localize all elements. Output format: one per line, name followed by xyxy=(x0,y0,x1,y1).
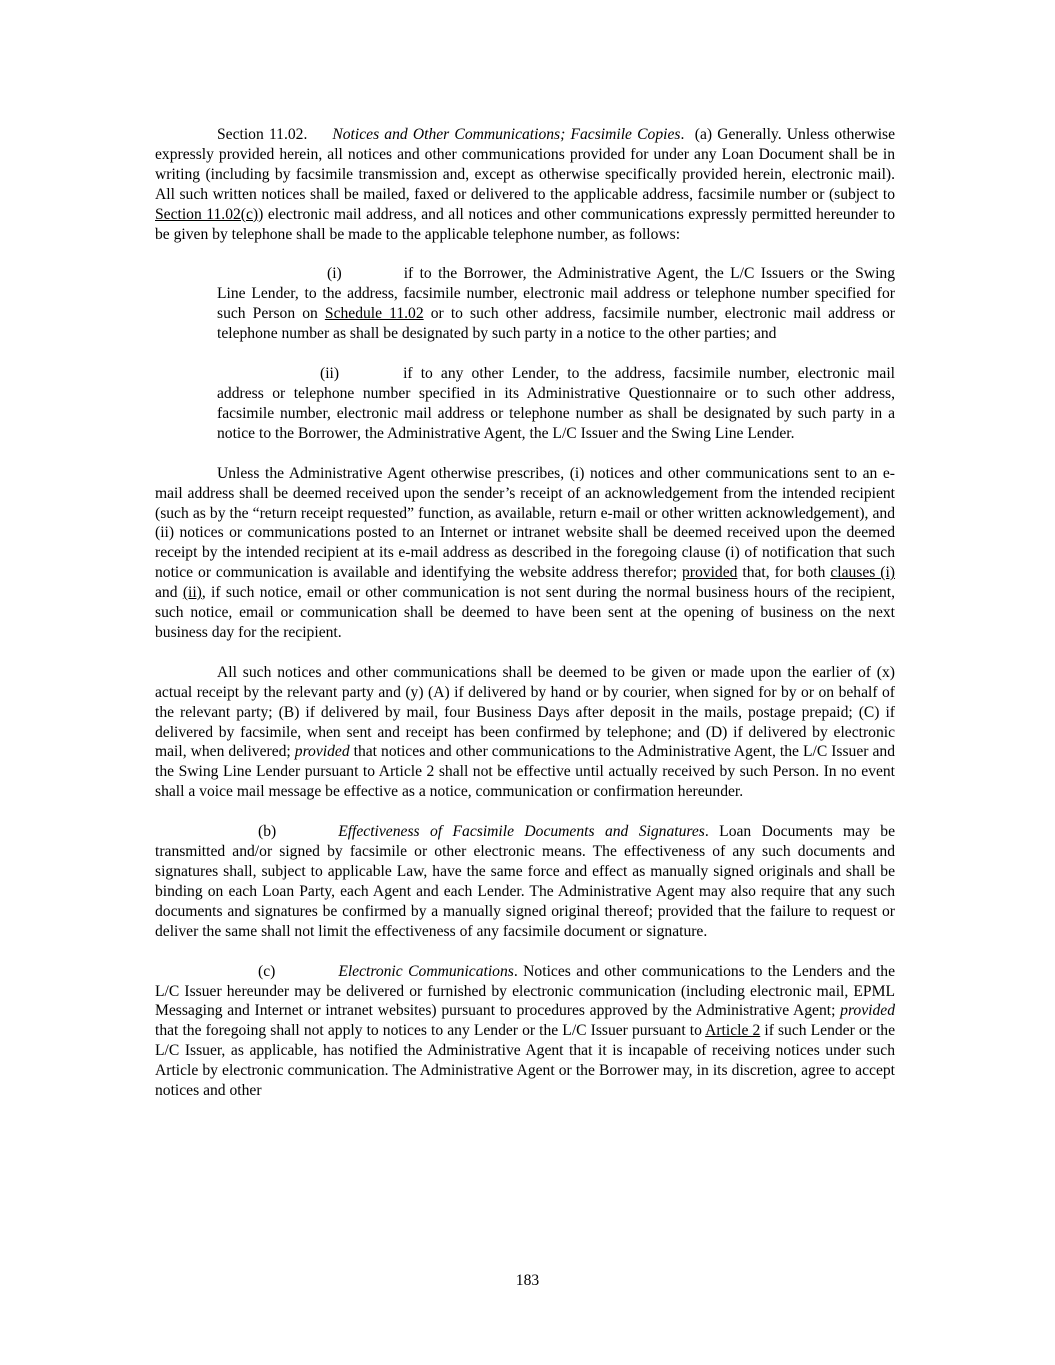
section-11-02-paragraph: Section 11.02. Notices and Other Communications; Facsimile Copies. (a) Generally. Unless otherwise expressly provided herein, all notices and other communications provided for under any Loan Document shall be in writing (including by facsimile transmission and, except as otherwise specifically provided herein, electronic mail). All such written notices shall be mailed, faxed or delivered to the applicable address, facsimile number or (subject to Section 11.02(c)) electronic mail address, and all notices and other communications expressly permitted hereunder to be given by telephone shall be made to the applicable telephone number, as follows: xyxy=(155,126,896,243)
receipt-rules-paragraph: Unless the Administrative Agent otherwise prescribes, (i) notices and other communications sent to an e-mail address shall be deemed received upon the sender’s receipt of an acknowledgement from the intended recipient (such as by the “return receipt requested” function, as available, return e-mail or other written acknowledgement), and (ii) notices or communications posted to an Internet or intranet website shall be deemed received upon the deemed receipt by the intended recipient at its e-mail address as described in the foregoing clause (i) of notification that such notice or communication is available and identifying the website address therefor; provided that, for both clauses (i) and (ii), if such notice, email or other communication is not sent during the normal business hours of the recipient, such notice, email or communication shall be deemed to have been sent at the opening of business on the next business day for the recipient. xyxy=(155,464,896,641)
subsection-b-paragraph: (b) Effectiveness of Facsimile Documents and Signatures. Loan Documents may be transmitted and/or signed by facsimile or other electronic means. The effectiveness of any such documents and signatures shall, subject to applicable Law, have the same force and effect as manually signed originals and shall be binding on each Loan Party, each Agent and each Lender. The Administrative Agent may also require that any such documents and signatures be confirmed by a manually signed original thereof; provided that the failure to request or deliver the same shall not limit the effectiveness of any facsimile document or signature. xyxy=(155,823,895,940)
clauses-i-reference[interactable]: clauses (i) xyxy=(830,564,895,582)
subsection-b-label: (b) xyxy=(258,823,277,841)
provided-term: provided xyxy=(840,1002,895,1020)
article-2-reference[interactable]: Article 2 xyxy=(705,1022,761,1040)
subsection-b-title: Effectiveness of Facsimile Documents and Signatures xyxy=(338,823,705,841)
provided-term: provided xyxy=(682,564,738,582)
page-number: 183 xyxy=(515,1272,540,1289)
subsection-c-title: Electronic Communications xyxy=(338,962,514,980)
schedule-11-02-reference[interactable]: Schedule 11.02 xyxy=(324,305,424,323)
subsection-c-paragraph: (c) Electronic Communications. Notices and other communications to the Lenders and the L/C Issuer hereunder may be delivered or furnished by electronic communication (including electronic mail, EPML Messaging and Internet or intranet websites) pursuant to procedures approved by the Administrative Agent; provided that the foregoing shall not apply to notices to any Lender or the L/C Issuer pursuant to Article 2 if such Lender or the L/C Issuer, as applicable, has notified the Administrative Agent that it is incapable of receiving notices under such Article by electronic communication. The Administrative Agent or the Borrower may, in its discretion, agree to accept notices and other xyxy=(155,962,895,1100)
clause-ii-label: (ii) xyxy=(320,365,340,383)
section-label: Section 11.02. xyxy=(217,126,308,143)
section-title: Notices and Other Communications; Facsimile Copies xyxy=(332,126,681,143)
section-a-tail: ) electronic mail address, and all notices and other communications expressly permitted hereunder to be given by telephone shall be made to the applicable telephone number, as follows: xyxy=(155,205,895,243)
provided-term: provided xyxy=(294,743,350,761)
subsection-c-label: (c) xyxy=(258,962,276,980)
document-page xyxy=(155,125,895,1101)
clauses-ii-reference[interactable]: (ii) xyxy=(182,584,202,602)
clause-i-label: (i) xyxy=(327,265,342,283)
delivery-timing-paragraph: All such notices and other communications shall be deemed to be given or made upon the earlier of (x) actual receipt by the relevant party and (y) (A) if delivered by hand or by courier, when signed for by or on behalf of the relevant party; (B) if delivered by mail, four Business Days after deposit in the mails, postage prepaid; (C) if delivered by facsimile, when sent and receipt has been confirmed by telephone; and (D) if delivered by electronic mail, when delivered; provided that notices and other communications to the Administrative Agent, the L/C Issuer and the Swing Line Lender pursuant to Article 2 shall not be effective until actually received by such Person. In no event shall a voice mail message be effective as a notice, communication or confirmation hereunder. xyxy=(155,663,895,801)
section-11-02-c-reference[interactable]: Section 11.02(c) xyxy=(155,205,259,223)
clause-i-paragraph: (i) if to the Borrower, the Administrative Agent, the L/C Issuers or the Swing Line Lender, to the address, facsimile number, electronic mail address or telephone number specified for such Person on Schedule 11.02 or to such other address, facsimile number, electronic mail address or telephone number as shall be designated by such party in a notice to the other parties; and xyxy=(217,265,895,343)
section-a-lead: (a) Generally. Unless otherwise expressly provided herein, all notices and other communications provided for under any Loan Document shall be in writing (including by facsimile transmission and, except as otherwise specifically provided herein, electronic mail). All such written notices shall be mailed, faxed or delivered to the applicable address, facsimile number or (subject to xyxy=(155,126,896,203)
clause-ii-paragraph: (ii) if to any other Lender, to the address, facsimile number, electronic mail address or telephone number specified in its Administrative Questionnaire or to such other address, facsimile number, electronic mail address or telephone number as shall be designated by such party in a notice to the Borrower, the Administrative Agent, the L/C Issuer and the Swing Line Lender. xyxy=(217,365,895,442)
